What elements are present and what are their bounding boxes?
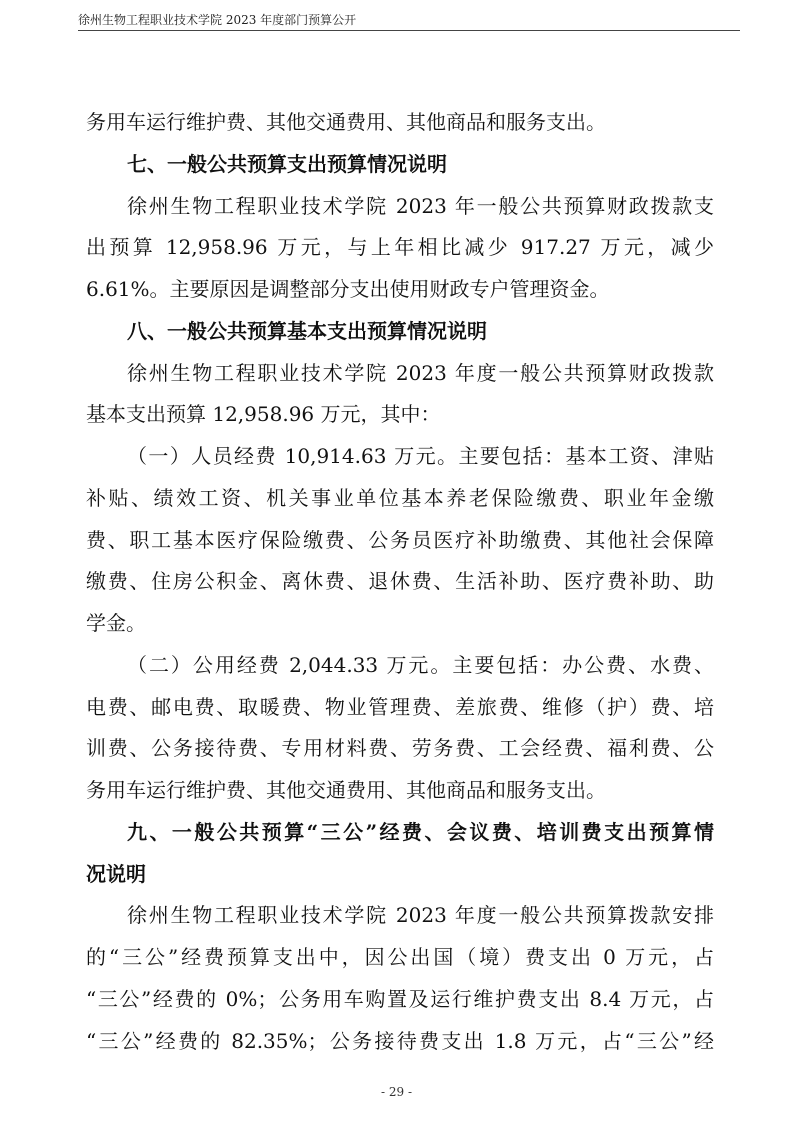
paragraph-line: 务用车运行维护费、其他交通费用、其他商品和服务支出。 (86, 110, 606, 134)
paragraph-line: 徐州生物工程职业技术学院 2023 年一般公共预算财政拨款支 (127, 193, 714, 218)
section-heading-9: 九、一般公共预算“三公”经费、会议费、培训费支出预算情 (127, 819, 714, 844)
paragraph-line: （一）人员经费 10,914.63 万元。主要包括：基本工资、津贴 (127, 444, 714, 468)
paragraph-line: 训费、公务接待费、专用材料费、劳务费、工会经费、福利费、公 (86, 736, 714, 761)
paragraph-line: 6.61%。主要原因是调整部分支出使用财政专户管理资金。 (86, 277, 610, 301)
paragraph-line: 费、职工基本医疗保险缴费、公务员医疗补助缴费、其他社会保障 (86, 527, 714, 552)
paragraph-line: 缴费、住房公积金、离休费、退休费、生活补助、医疗费补助、助 (86, 569, 714, 594)
paragraph-line: 徐州生物工程职业技术学院 2023 年度一般公共预算拨款安排 (127, 903, 714, 928)
page-number: - 29 - (380, 1085, 412, 1099)
paragraph-line: 学金。 (86, 611, 146, 635)
paragraph-line: 基本支出预算 12,958.96 万元，其中： (86, 402, 441, 427)
paragraph-line: 电费、邮电费、取暖费、物业管理费、差旅费、维修（护）费、培 (86, 694, 714, 719)
section-heading-8: 八、一般公共预算基本支出预算情况说明 (127, 318, 487, 343)
section-heading-7: 七、一般公共预算支出预算情况说明 (127, 151, 447, 176)
page-header (78, 10, 740, 31)
paragraph-line: “三公”经费的 82.35%；公务接待费支出 1.8 万元，占“三公”经 (86, 1028, 714, 1053)
document-body (86, 102, 714, 1062)
paragraph-line: （二）公用经费 2,044.33 万元。主要包括：办公费、水费、 (127, 652, 714, 677)
paragraph-line: 务用车运行维护费、其他交通费用、其他商品和服务支出。 (86, 778, 606, 802)
paragraph-line: 补贴、绩效工资、机关事业单位基本养老保险缴费、职业年金缴 (86, 485, 714, 510)
section-heading-9-cont: 况说明 (86, 861, 146, 886)
paragraph-line: 出预算 12,958.96 万元，与上年相比减少 917.27 万元，减少 (86, 235, 714, 260)
paragraph-line: “三公”经费的 0%；公务用车购置及运行维护费支出 8.4 万元，占 (86, 986, 714, 1011)
paragraph-line: 的“三公”经费预算支出中，因公出国（境）费支出 0 万元，占 (86, 945, 714, 969)
paragraph-line: 徐州生物工程职业技术学院 2023 年度一般公共预算财政拨款 (127, 360, 714, 385)
header-title: 徐州生物工程职业技术学院 2023 年度部门预算公开 (78, 13, 357, 27)
